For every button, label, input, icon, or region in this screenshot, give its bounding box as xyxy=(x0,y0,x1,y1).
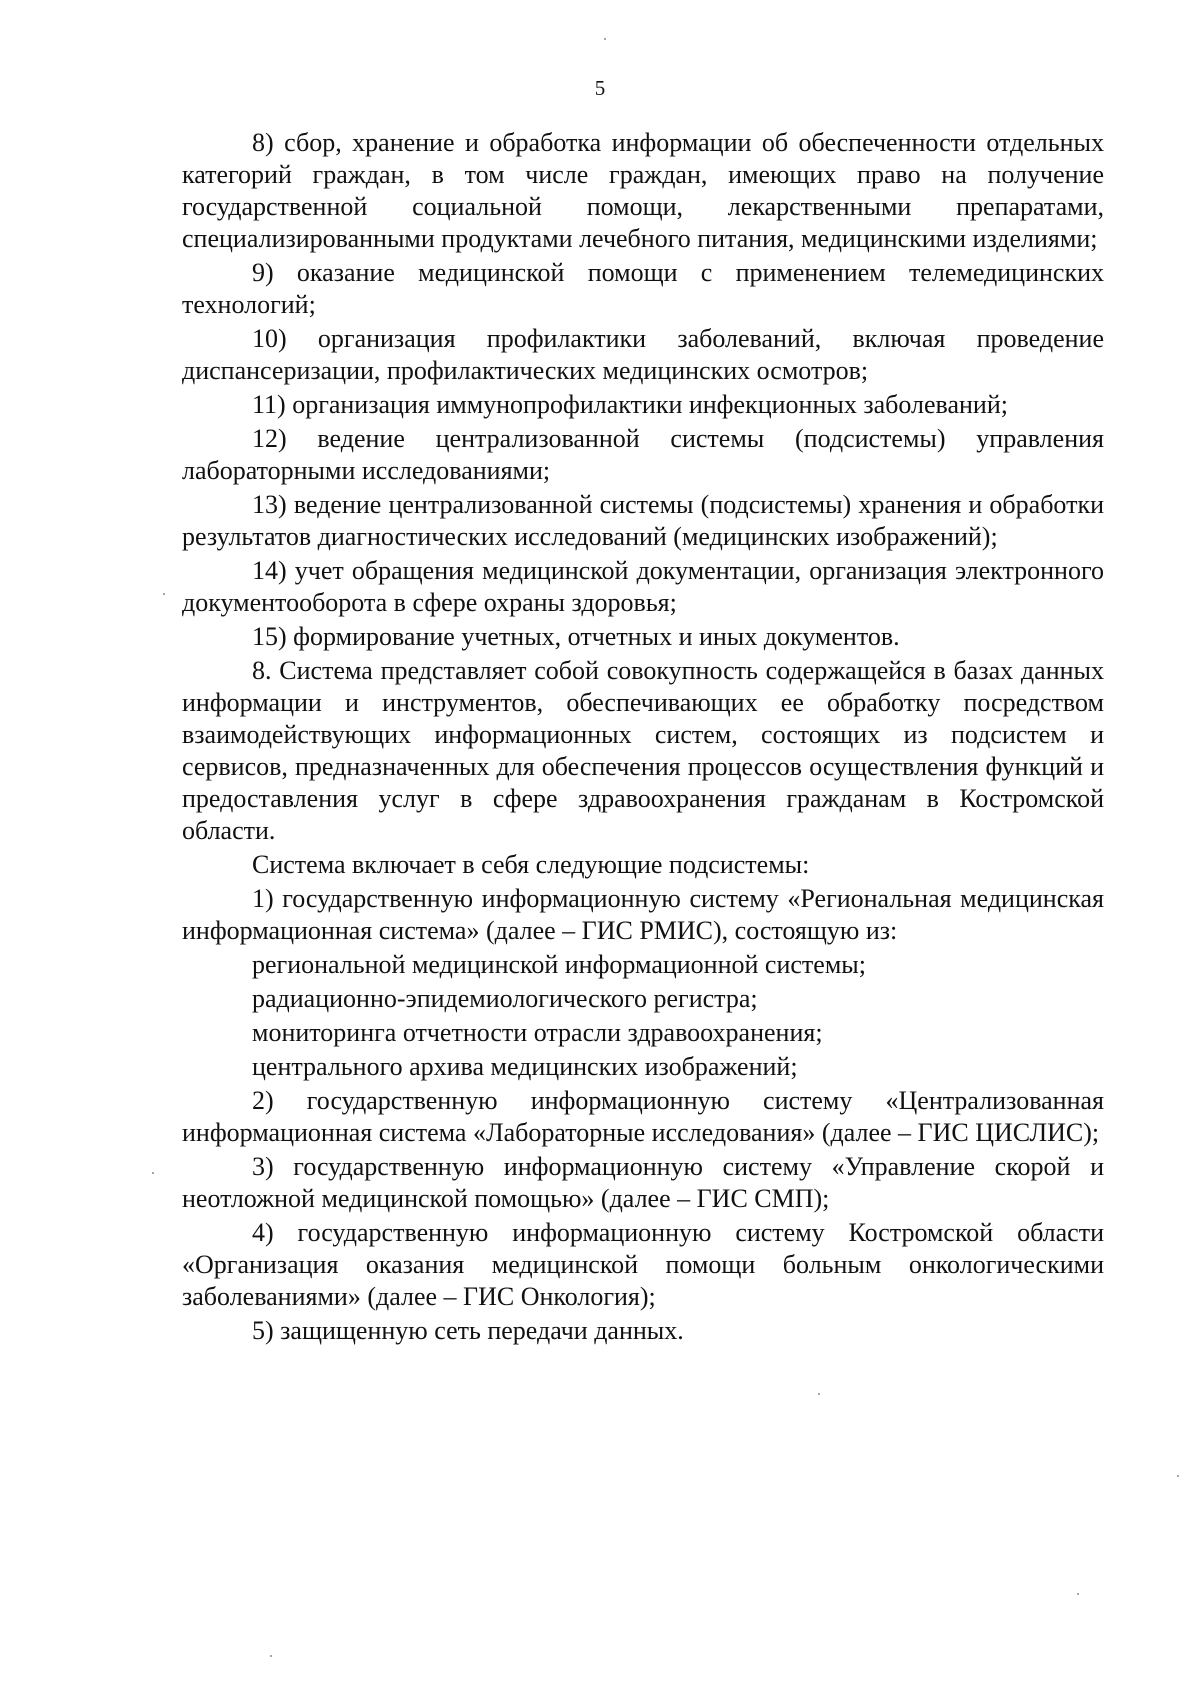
paragraph-item-8: 8) сбор, хранение и обработка информации об обеспеченности отдельных категорий граждан, в том числе граждан, имеющих право на получение государственной социальной помощи, лекарственными препаратами, специализированными продуктами лечебного питания, медицинскими изделиями; xyxy=(182,128,1104,253)
document-body xyxy=(182,127,1104,1349)
paragraph-item-13: 13) ведение централизованной системы (подсистемы) хранения и обработки результатов диагностических исследований (медицинских изображений); xyxy=(182,490,1104,551)
paragraph-item-11: 11) организация иммунопрофилактики инфекционных заболеваний; xyxy=(252,390,1008,419)
paragraph-item-15: 15) формирование учетных, отчетных и иных документов. xyxy=(252,622,900,651)
paragraph-subsystem-2: 2) государственную информационную систему «Централизованная информационная система «Лабораторные исследования» (далее – ГИС ЦИСЛИС); xyxy=(182,1086,1104,1147)
paragraph-item-9: 9) оказание медицинской помощи с применением телемедицинских технологий; xyxy=(182,258,1104,319)
paragraph-subsystem-1: 1) государственную информационную систему «Региональная медицинская информационная система» (далее – ГИС РМИС), состоящую из: xyxy=(182,884,1104,945)
scan-speck xyxy=(818,1393,820,1395)
scan-speck xyxy=(604,38,606,40)
paragraph-subsystem-1-part: центрального архива медицинских изображений; xyxy=(252,1052,798,1081)
paragraph-subsystem-1-part: радиационно-эпидемиологического регистра; xyxy=(252,984,758,1013)
paragraph-subsystem-4: 4) государственную информационную систему Костромской области «Организация оказания медицинской помощи больным онкологическими заболеваниями» (далее – ГИС Онкология); xyxy=(182,1218,1104,1311)
scan-speck xyxy=(1177,1475,1179,1477)
paragraph-subsystem-1-part: региональной медицинской информационной системы; xyxy=(252,950,866,979)
paragraph-subsystem-3: 3) государственную информационную систему «Управление скорой и неотложной медицинской помощью» (далее – ГИС СМП); xyxy=(182,1152,1104,1213)
paragraph-item-14: 14) учет обращения медицинской документации, организация электронного документооборота в сфере охраны здоровья; xyxy=(182,556,1104,617)
paragraph-subsystem-1-part: мониторинга отчетности отрасли здравоохранения; xyxy=(252,1018,823,1047)
paragraph-item-10: 10) организация профилактики заболеваний, включая проведение диспансеризации, профилактических медицинских осмотров; xyxy=(182,324,1104,385)
page-number: 5 xyxy=(594,76,606,100)
paragraph-section-8: 8. Система представляет собой совокупность содержащейся в базах данных информации и инструментов, обеспечивающих ее обработку посредством взаимодействующих информационных систем, состоящих из подсистем и сервисов, предназначенных для обеспечения процессов осуществления функций и предоставления услуг в сфере здравоохранения гражданам в Костромской области. xyxy=(182,656,1104,845)
paragraph-subsystems-intro: Система включает в себя следующие подсистемы: xyxy=(252,850,810,879)
scan-speck xyxy=(1077,1593,1079,1595)
scan-speck xyxy=(270,1655,272,1657)
scan-speck xyxy=(152,1172,154,1174)
scan-speck xyxy=(163,593,165,595)
paragraph-item-12: 12) ведение централизованной системы (подсистемы) управления лабораторными исследованиями; xyxy=(182,424,1104,485)
paragraph-subsystem-5: 5) защищенную сеть передачи данных. xyxy=(252,1316,684,1345)
